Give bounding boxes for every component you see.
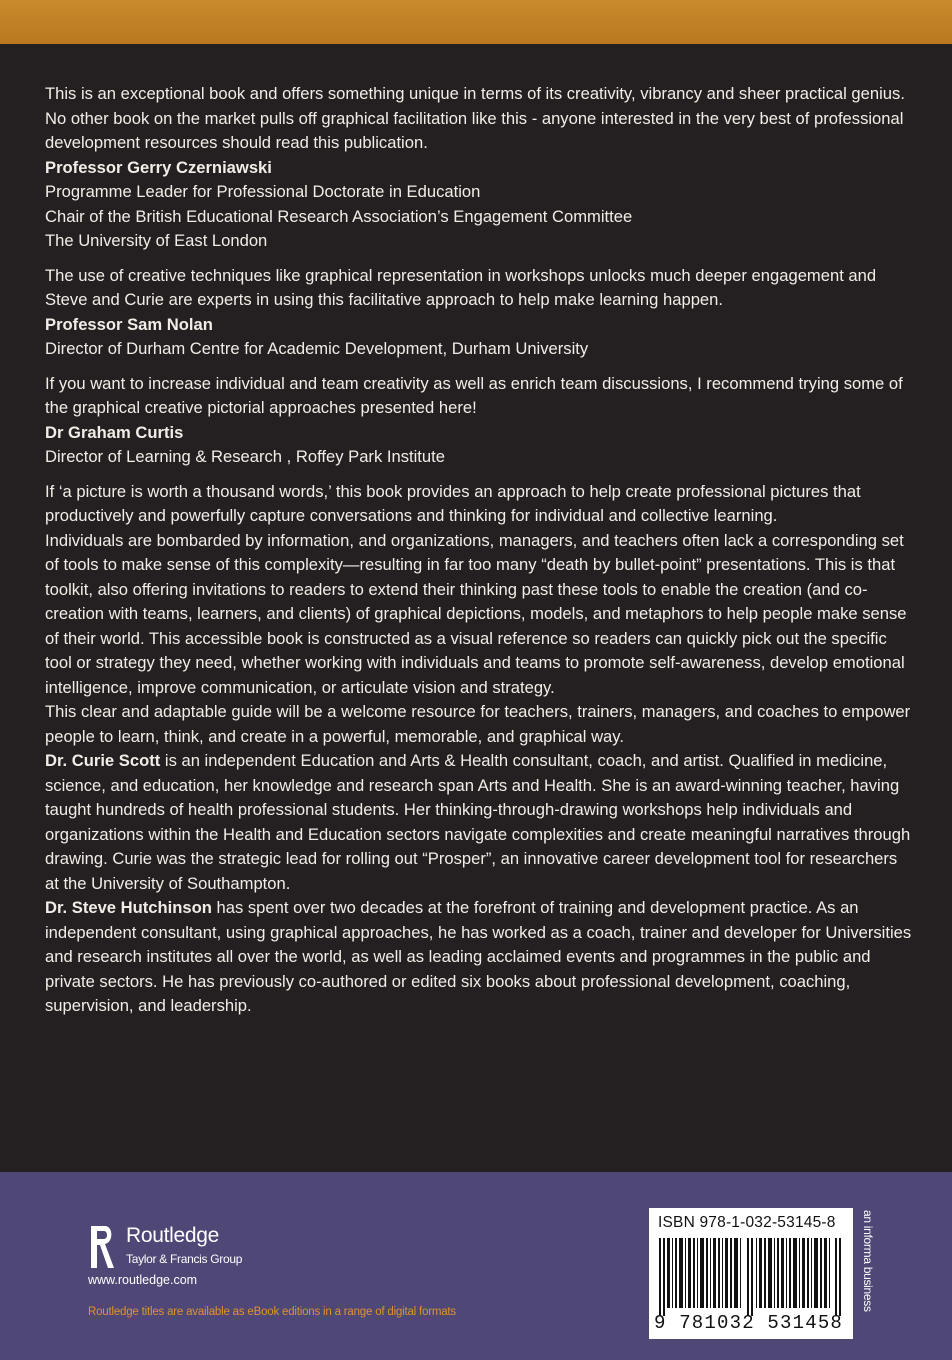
author-name: Dr. Steve Hutchinson — [45, 898, 212, 917]
isbn-number: ISBN 978-1-032-53145-8 — [658, 1214, 836, 1231]
endorsement-quote: The use of creative techniques like graphical representation in workshops unlocks much deeper engagement and Steve and Curie are experts in using this facilitative approach to help make learning happen. — [45, 265, 877, 309]
ebook-note: Routledge titles are available as eBook editions in a range of digital formats — [88, 1306, 456, 1318]
publisher-group: Taylor & Francis Group — [126, 1252, 243, 1266]
endorsement-2 — [45, 264, 915, 362]
endorsement-3 — [45, 372, 915, 470]
endorser-role: Chair of the British Educational Research Association’s Engagement Committee — [45, 206, 633, 226]
back-cover-text — [45, 82, 915, 1019]
endorser-name: Professor Sam Nolan — [45, 314, 213, 334]
top-color-bar — [0, 0, 952, 44]
publisher-url[interactable]: www.routledge.com — [88, 1273, 198, 1287]
author-name: Dr. Curie Scott — [45, 751, 161, 770]
endorsement-quote: This is an exceptional book and offers something unique in terms of its creativity, vibrancy and sheer practical genius. No other book on the market pulls off graphical facilitation like this - anyone interested in the very best of professional development resources should read this publication. — [45, 84, 905, 152]
description-paragraph: If ‘a picture is worth a thousand words,’ this book provides an approach to help create professional pictures that productively and powerfully capture conversations and thinking for individual and collective learning. — [45, 481, 861, 525]
endorser-role: Programme Leader for Professional Doctorate in Education — [45, 182, 481, 201]
author-bio-text: is an independent Education and Arts & Health consultant, coach, and artist. Qualified in medicine, science, and education, her knowledge and research span Arts and Health. She is an award-winning teacher, having taught hundreds of health professional students. Her thinking-through-drawing workshops help individuals and organizations within the Health and Education sectors navigate complexities and create meaningful narratives through drawing. Curie was the strategic lead for rolling out “Prosper”, an innovative career development tool for researchers at the University of Southampton. — [45, 751, 911, 893]
endorsement-quote: If you want to increase individual and team creativity as well as enrich team discussions, I recommend trying some of the graphical creative pictorial approaches presented here! — [45, 373, 903, 417]
endorsement-1 — [45, 82, 915, 254]
barcode-bars — [659, 1238, 843, 1316]
endorser-role: The University of East London — [45, 231, 268, 250]
description-paragraph: Individuals are bombarded by information, and organizations, managers, and teachers often lack a corresponding set of tools to make sense of this complexity—resulting in far too many “death by bullet-point” presentations. This is that toolkit, also offering invitations to readers to extend their thinking past these tools to enable the creation (and co-creation with teams, learners, and clients) of graphical depictions, models, and metaphors to help people make sense of their world. This accessible book is constructed as a visual reference so readers can quickly pick out the specific tool or strategy they need, whether working with individuals and teams to promote self-awareness, develop emotional intelligence, improve communication, or articulate vision and strategy. — [45, 530, 907, 697]
informa-tagline — [862, 1210, 876, 1340]
endorser-role: Director of Learning & Research , Roffey Park Institute — [45, 447, 445, 466]
barcode-digits: 9 781032 531458 — [654, 1312, 844, 1334]
description-paragraph: This clear and adaptable guide will be a welcome resource for teachers, trainers, managers, and coaches to empower people to learn, think, and create in a powerful, memorable, and graphical way. — [45, 702, 911, 746]
author-bio — [45, 749, 915, 896]
endorser-name: Dr Graham Curtis — [45, 422, 184, 442]
publisher-name: Routledge — [126, 1224, 220, 1247]
informa-text: an informa business — [861, 1210, 875, 1312]
endorser-role: Director of Durham Centre for Academic Development, Durham University — [45, 339, 589, 358]
author-bio-text: has spent over two decades at the forefront of training and development practice. As an independent consultant, using graphical approaches, he has worked as a coach, trainer and developer for Universities and research institutes all over the world, as well as leading acclaimed events and programmes in the public and private sectors. He has previously co-authored or edited six books about professional development, coaching, supervision, and leadership. — [45, 898, 912, 1015]
routledge-logo-icon — [88, 1224, 116, 1270]
endorser-name: Professor Gerry Czerniawski — [45, 157, 272, 177]
author-bio — [45, 896, 915, 1019]
isbn-barcode — [649, 1208, 853, 1339]
